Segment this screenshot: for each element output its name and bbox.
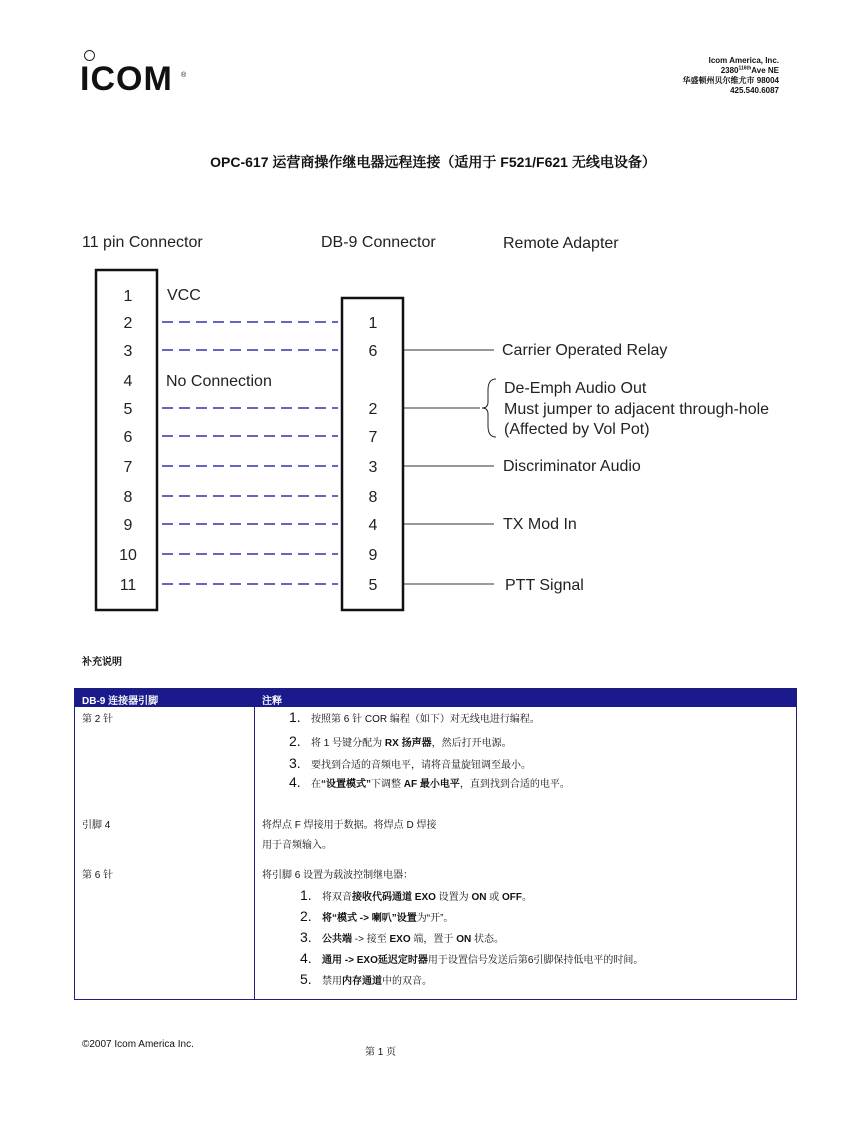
pin6-step-2: 2. 将“模式 -> 喇叭”设置为“开”。 [300, 908, 454, 924]
pin2-step-4: 4. 在“设置模式”下调整 AF 最小电平，直到找到合适的电平。 [289, 774, 570, 790]
right-pin-4: 4 [368, 517, 378, 534]
pin6-step-5: 5. 禁用内存通道中的双音。 [300, 971, 432, 987]
left-pin-2: 2 [123, 315, 133, 332]
logo-text: ICOM [80, 60, 173, 98]
de-emph-brace [482, 379, 496, 437]
left-pin-6: 6 [123, 429, 133, 446]
right-pin-7: 7 [368, 429, 378, 446]
city-line: 华盛顿州贝尔维尤市 98004 [682, 76, 779, 85]
header-11pin: 11 pin Connector [82, 234, 203, 251]
column-header-notes: 注释 [262, 696, 282, 707]
left-pin-3: 3 [123, 343, 133, 360]
pin4-note-line-1: 将焊点 F 焊接用于数据。将焊点 D 焊接 [262, 820, 437, 831]
column-divider [254, 707, 255, 1000]
row-pin-4-label: 引脚 4 [82, 820, 111, 831]
right-pin-3: 3 [368, 459, 378, 476]
signal-leads [404, 350, 494, 584]
left-pin-1: 1 [123, 288, 133, 305]
column-header-pin: DB-9 连接器引脚 [82, 696, 159, 707]
logo-registered-mark: ® [181, 72, 187, 79]
row-pin-6-label: 第 6 针 [82, 870, 114, 881]
right-pin-1: 1 [368, 315, 378, 332]
right-pin-9: 9 [368, 547, 378, 564]
street-line: $2380^{116th}Ave$ NE [720, 65, 779, 75]
footer-page-number: 第 1 页 [365, 1047, 397, 1058]
pin2-step-3: 3. 要找到合适的音频电平，请将音量旋钮调至最小。 [289, 755, 531, 771]
pin6-step-1: 1. 将双音接收代码通道 EXO 设置为 ON 或 OFF。 [300, 887, 533, 903]
label-deemph-2: Must jumper to adjacent through-hole [504, 401, 770, 418]
notes-table [74, 688, 797, 1000]
table-header-row [75, 689, 796, 707]
left-pin-10: 10 [119, 547, 137, 564]
icom-logo [80, 48, 190, 102]
document-title: OPC-617 运营商操作继电器远程连接（适用于 F521/F621 无线电设备） [210, 154, 656, 170]
label-ptt: PTT Signal [505, 577, 584, 594]
left-pin-8: 8 [123, 489, 133, 506]
pin2-step-1: 1. 按照第 6 针 COR 编程（如下）对无线电进行编程。 [289, 709, 540, 725]
label-deemph-1: De-Emph Audio Out [504, 380, 647, 397]
no-connection-note: No Connection [166, 373, 272, 390]
pin2-step-2: 2. 将 1 号键分配为 RX 扬声器，然后打开电源。 [289, 733, 512, 749]
wiring-diagram [0, 220, 866, 620]
pin6-step-4: 4. 通用 -> EXO延迟定时器用于设置信号发送后第6引脚保持低电平的时间。 [300, 950, 644, 966]
notes-heading: 补充说明 [82, 657, 122, 668]
label-tx-mod: TX Mod In [503, 516, 577, 533]
right-pin-5: 5 [368, 577, 378, 594]
right-pin-8: 8 [368, 489, 378, 506]
left-pin-9: 9 [123, 517, 133, 534]
header-db9: DB-9 Connector [321, 234, 436, 251]
dashed-wires [162, 322, 338, 584]
company-address [683, 56, 779, 96]
left-pin-4: 4 [123, 373, 133, 390]
right-pin-6: 6 [368, 343, 378, 360]
label-cor: Carrier Operated Relay [502, 342, 668, 359]
pin6-step-3: 3. 公共端 -> 接至 EXO 端，置于 ON 状态。 [300, 929, 504, 945]
left-pin-11: 11 [119, 577, 137, 594]
company-name: Icom America, Inc. [708, 56, 779, 65]
left-pin-numbers [119, 288, 137, 594]
header-remote-adapter: Remote Adapter [503, 235, 619, 252]
label-discriminator: Discriminator Audio [503, 458, 641, 475]
footer-copyright: ©2007 Icom America Inc. [82, 1039, 194, 1050]
pin4-note-line-2: 用于音频输入。 [262, 840, 332, 851]
phone-line: 425.540.6087 [730, 86, 779, 95]
left-pin-5: 5 [123, 401, 133, 418]
pin6-intro: 将引脚 6 设置为载波控制继电器： [262, 870, 414, 881]
right-pin-2: 2 [368, 401, 378, 418]
vcc-note: VCC [167, 287, 201, 304]
right-pin-numbers [369, 315, 378, 594]
label-deemph-3: (Affected by Vol Pot) [504, 421, 650, 438]
left-pin-7: 7 [123, 459, 133, 476]
row-pin-2-label: 第 2 针 [82, 714, 114, 725]
